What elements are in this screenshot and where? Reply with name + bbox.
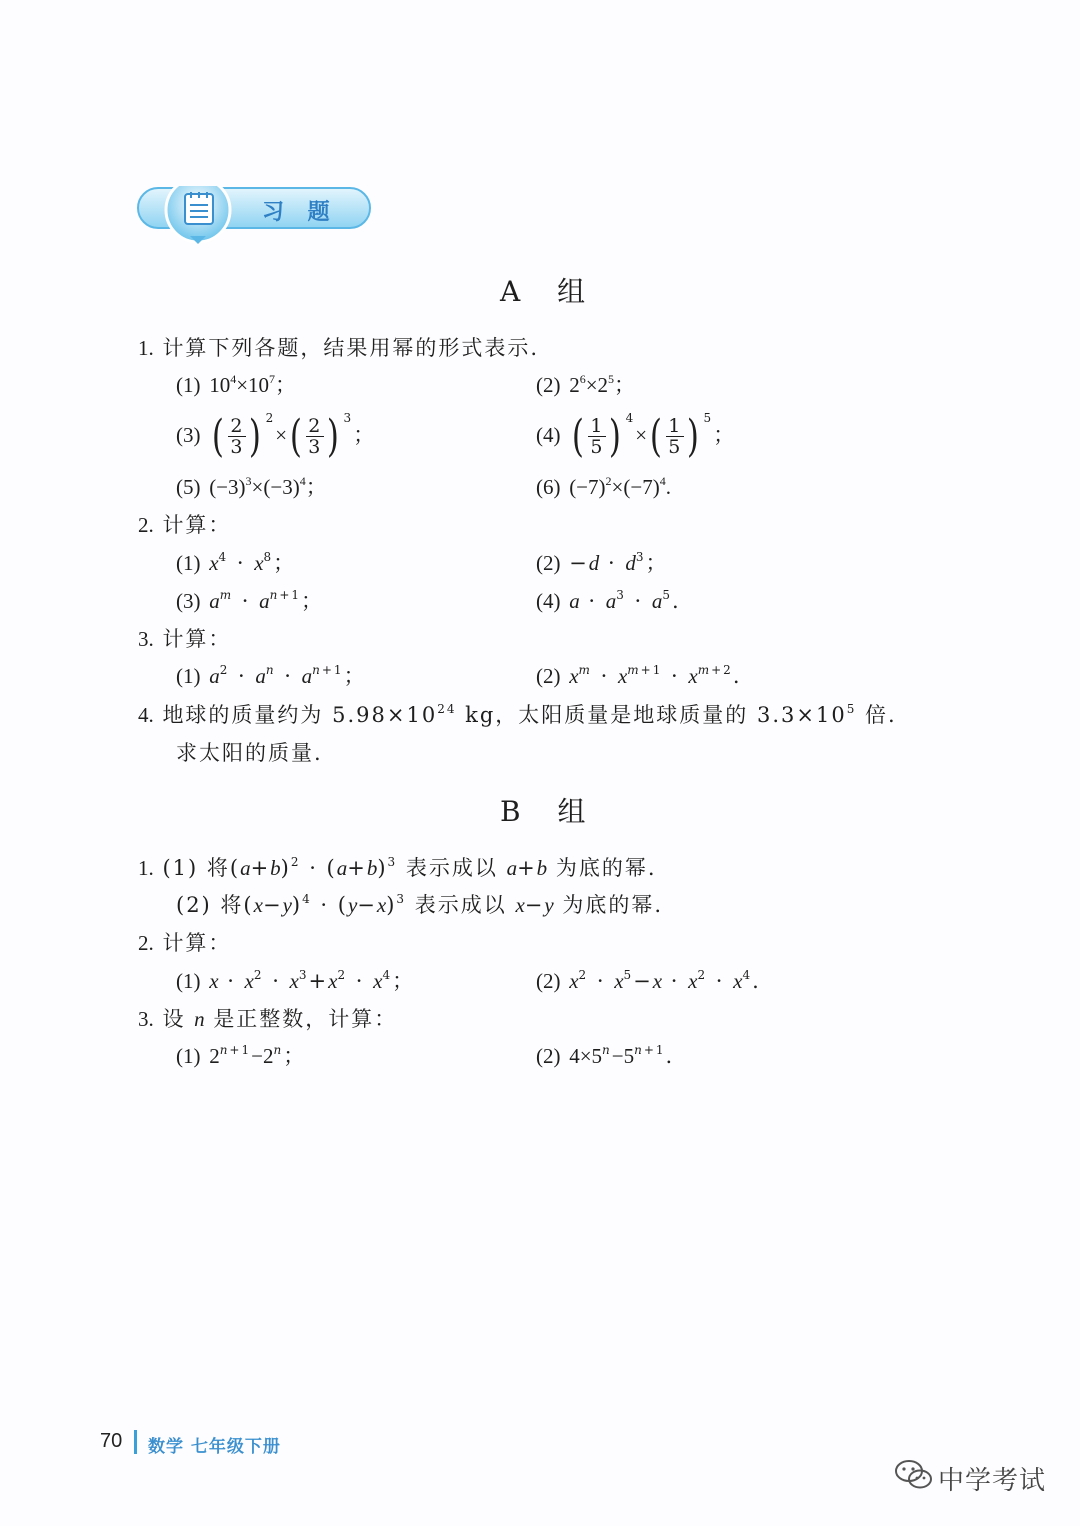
a2-item-2: $(2) -d \cdot d^3$； [536, 550, 669, 575]
question-b1-part2: (2) 将$(x-y)^4 \cdot (y-x)^3$ 表示成以 x−y 为底的幂. [176, 892, 664, 917]
a2-item-4: (4) $a \cdot a^3 \cdot a^5$. [536, 588, 681, 613]
group-a-heading: A 组 [500, 275, 600, 308]
b3-item-1: (1) $2^{n+1}-2^n$； [176, 1043, 307, 1068]
a2-item-3: (3) $a^m \cdot a^{n+1}$； [176, 588, 325, 613]
question-a3: 3. 计算： [138, 627, 232, 651]
group-b-heading: B 组 [500, 795, 600, 828]
footer-divider [134, 1430, 137, 1454]
a1-item-4: (4) ( $\frac{1}{5}$ ) $^4$×( $\frac{1}{5}$ ) $^5$； [536, 410, 735, 462]
question-a1: 1. 计算下列各题，结果用幂的形式表示. [138, 336, 540, 360]
watermark-text: 中学考试 [938, 1466, 1047, 1496]
a1-item-6: (6) $(-7)^2\times(-7)^4$. [536, 474, 671, 499]
book-title: 数学 七年级下册 [148, 1437, 281, 1457]
question-a4: 4. 地球的质量约为 $5.98\times 10^{24}$ kg，太阳质量是地球质量的 $3.3\times 10^5$ 倍. [138, 702, 897, 727]
b3-item-2: (2) $4\times 5^n-5^{n+1}$. [536, 1043, 675, 1068]
a1-item-3: (3) ( $\frac{2}{3}$ ) $^2$×( $\frac{2}{3}$ ) $^3$； [176, 410, 375, 462]
question-a2: 2. 计算： [138, 513, 232, 537]
a1-item-2: (2) $2^6\times 2^5$； [536, 372, 636, 397]
b2-item-1: (1) $x \cdot x^2 \cdot x^3+x^2 \cdot x^4$； [176, 968, 416, 993]
banner-title: 习 题 [262, 200, 338, 225]
a3-item-1: (1) $a^2 \cdot a^n \cdot a^{n+1}$； [176, 663, 367, 688]
page-number: 70 [100, 1430, 123, 1452]
a2-item-1: (1) $x^4 \cdot x^8$； [176, 550, 297, 575]
b2-item-2: (2) $x^2 \cdot x^5-x \cdot x^2 \cdot x^4$. [536, 968, 761, 993]
a1-item-1: (1) $10^4\times 10^7$； [176, 372, 297, 397]
question-b2: 2. 计算： [138, 931, 232, 955]
question-b1-part1: 1. (1) 将$(a+b)^2 \cdot (a+b)^3$ 表示成以 a+b 为底的幂. [138, 855, 657, 880]
question-a4-line2: 求太阳的质量. [176, 741, 323, 765]
notepad-icon [182, 190, 216, 226]
question-b3: 3. 设 n 是正整数，计算： [138, 1007, 398, 1031]
a1-item-5: (5) $(-3)^3\times(-3)^4$； [176, 474, 327, 499]
wechat-icon [894, 1458, 934, 1496]
a3-item-2: (2) $x^m \cdot x^{m+1} \cdot x^{m+2}$. [536, 663, 742, 688]
